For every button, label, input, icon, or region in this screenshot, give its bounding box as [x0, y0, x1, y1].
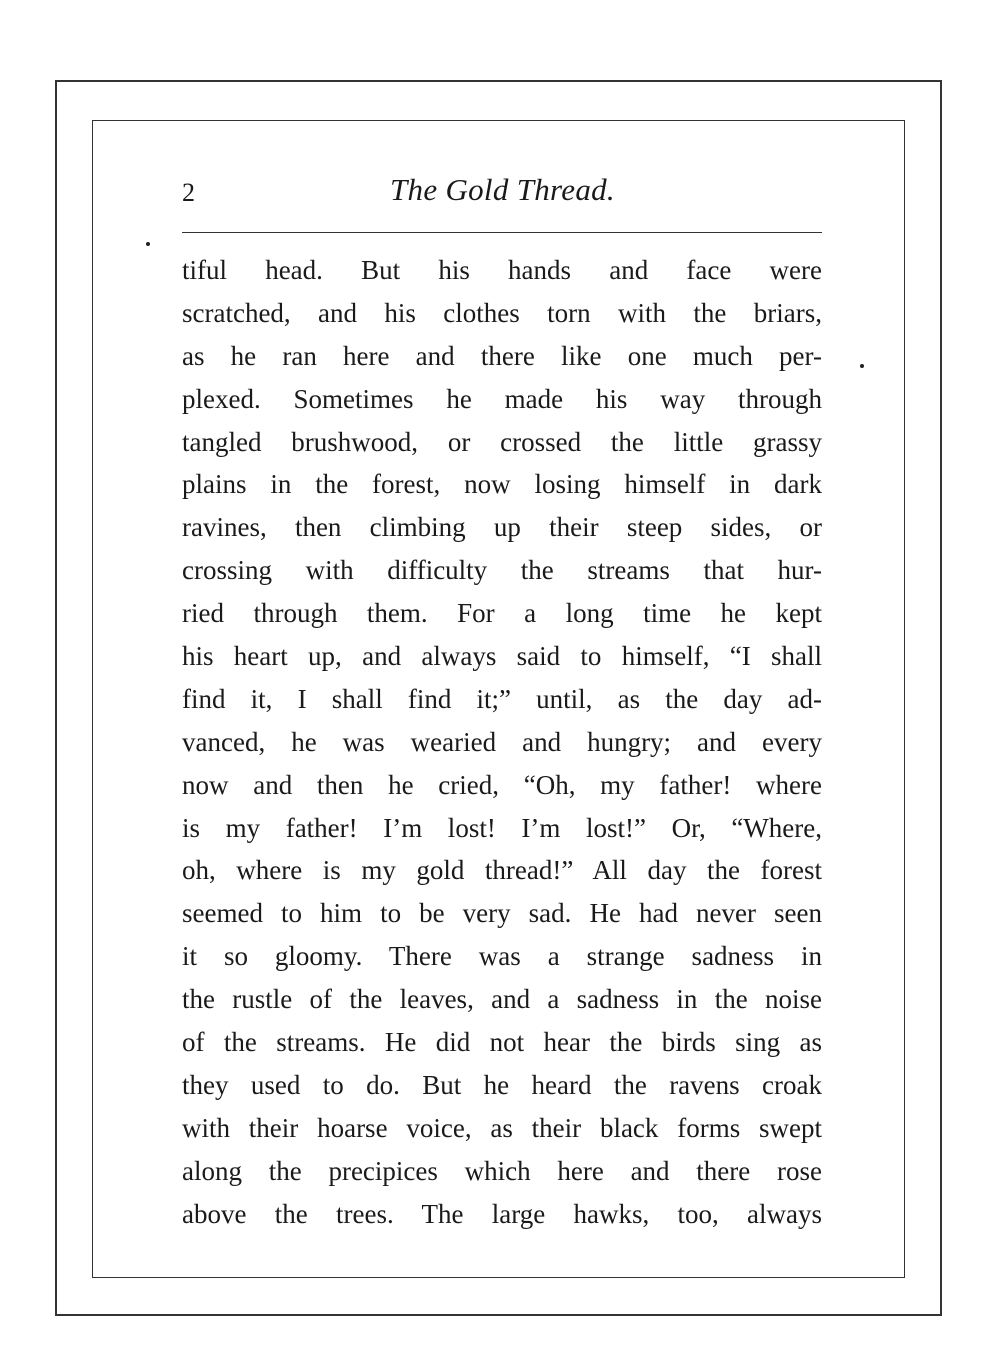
- text-line: is my father! I’m lost! I’m lost!” Or, “Where,: [182, 812, 822, 843]
- text-line: find it, I shall find it;” until, as the day ad-: [182, 683, 822, 714]
- text-line: with their hoarse voice, as their black forms swept: [182, 1112, 822, 1143]
- text-line: tiful head. But his hands and face were: [182, 255, 822, 285]
- text-line: along the precipices which here and there rose: [182, 1155, 822, 1186]
- text-line: his heart up, and always said to himself, “I shall: [182, 641, 822, 672]
- body-text: [182, 249, 822, 1235]
- text-line: vanced, he was wearied and hungry; and every: [182, 726, 822, 757]
- ink-speck: [146, 242, 150, 246]
- text-line: oh, where is my gold thread!” All day the forest: [182, 855, 822, 886]
- text-line: it so gloomy. There was a strange sadness in: [182, 941, 822, 972]
- running-head: [182, 172, 822, 212]
- text-line: now and then he cried, “Oh, my father! where: [182, 769, 822, 800]
- text-line: of the streams. He did not hear the birds sing as: [182, 1027, 822, 1058]
- text-line: the rustle of the leaves, and a sadness in the noise: [182, 984, 822, 1015]
- text-line: ried through them. For a long time he kept: [182, 598, 822, 629]
- text-line: above the trees. The large hawks, too, always: [182, 1198, 822, 1229]
- text-line: scratched, and his clothes torn with the briars,: [182, 297, 822, 328]
- text-line: plains in the forest, now losing himself in dark: [182, 469, 822, 500]
- text-line: they used to do. But he heard the ravens croak: [182, 1069, 822, 1100]
- text-line: ravines, then climbing up their steep sides, or: [182, 512, 822, 543]
- text-line: as he ran here and there like one much per-: [182, 340, 822, 371]
- page-number: 2: [182, 178, 195, 207]
- text-line: crossing with difficulty the streams that hur-: [182, 555, 822, 586]
- ink-speck: [860, 364, 864, 368]
- header-rule: [182, 232, 822, 233]
- running-title: The Gold Thread.: [390, 172, 615, 207]
- text-line: seemed to him to be very sad. He had never seen: [182, 898, 822, 929]
- text-line: tangled brushwood, or crossed the little grassy: [182, 426, 822, 457]
- text-line: plexed. Sometimes he made his way through: [182, 383, 822, 414]
